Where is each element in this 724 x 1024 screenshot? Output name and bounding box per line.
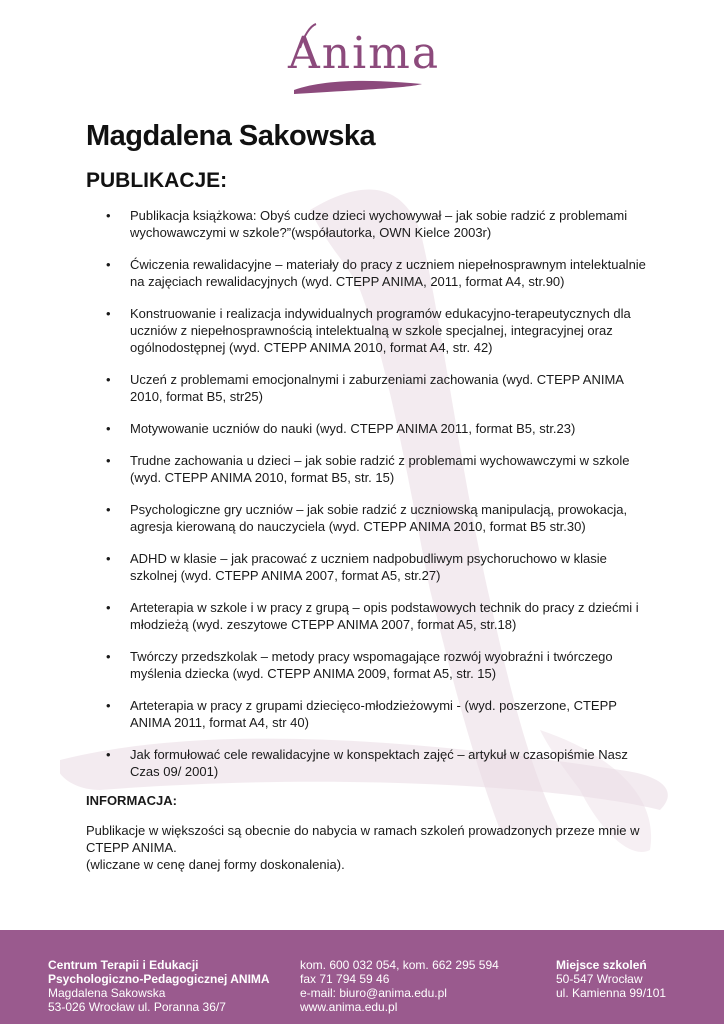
publication-text: Konstruowanie i realizacja indywidualnych programów edukacyjno-terapeutycznych dla uczniów z niepełnosprawnością intelektualną w szkole specjalnej, integracyjnej oraz ogólnodostępnej (wyd. CTEPP ANIMA 2010, format A4, str. 42) <box>130 306 631 355</box>
bullet-icon: • <box>106 257 111 272</box>
publication-item <box>86 599 646 633</box>
publication-item <box>86 305 646 356</box>
footer-email-link[interactable]: e-mail: biuro@anima.edu.pl <box>300 986 447 1000</box>
footer-training-street: ul. Kamienna 99/101 <box>556 986 667 1000</box>
info-text <box>86 822 646 873</box>
publication-item <box>86 697 646 731</box>
footer-org-name-2: Psychologiczno-Pedagogicznej ANIMA <box>48 972 270 986</box>
publication-item <box>86 648 646 682</box>
bullet-icon: • <box>106 747 111 762</box>
publication-item <box>86 420 646 437</box>
publication-text: Arteterapia w pracy z grupami dziecięco-młodzieżowymi - (wyd. poszerzone, CTEPP ANIMA 2011, format A4, str 40) <box>130 698 617 730</box>
publication-text: Uczeń z problemami emocjonalnymi i zaburzeniami zachowania (wyd. CTEPP ANIMA 2010, format B5, str25) <box>130 372 624 404</box>
bullet-icon: • <box>106 372 111 387</box>
bullet-icon: • <box>106 649 111 664</box>
publication-item <box>86 501 646 535</box>
bullet-icon: • <box>106 502 111 517</box>
publication-item <box>86 452 646 486</box>
section-title: PUBLIKACJE: <box>86 169 228 192</box>
footer-training-column <box>556 958 666 1000</box>
publication-item <box>86 746 646 780</box>
bullet-icon: • <box>106 208 111 223</box>
footer-fax: fax 71 794 59 46 <box>300 972 390 986</box>
publication-item <box>86 550 646 584</box>
publication-item <box>86 371 646 405</box>
publication-text: Arteterapia w szkole i w pracy z grupą – opis podstawowych technik do pracy z dziećmi i młodzieżą (wyd. zeszytowe CTEPP ANIMA 2007, format A5, str.18) <box>130 600 639 632</box>
publication-text: Trudne zachowania u dzieci – jak sobie radzić z problemami wychowawczymi w szkole (wyd. CTEPP ANIMA 2010, format B5, str. 15) <box>130 453 630 485</box>
logo-text: Anima <box>288 28 441 79</box>
author-name: Magdalena Sakowska <box>86 120 376 152</box>
publication-item <box>86 256 646 290</box>
bullet-icon: • <box>106 421 111 436</box>
publication-text: Motywowanie uczniów do nauki (wyd. CTEPP ANIMA 2011, format B5, str.23) <box>130 421 576 436</box>
info-line: Publikacje w większości są obecnie do nabycia w ramach szkoleń prowadzonych przeze mnie w CTEPP ANIMA. <box>86 823 640 855</box>
footer-address: 53-026 Wrocław ul. Poranna 36/7 <box>48 1000 226 1014</box>
publication-text: ADHD w klasie – jak pracować z uczniem nadpobudliwym psychoruchowo w klasie szkolnej (wyd. CTEPP ANIMA 2007, format A5, str.27) <box>130 551 607 583</box>
publication-text: Twórczy przedszkolak – metody pracy wspomagające rozwój wyobraźni i twórczego myślenia dziecka (wyd. CTEPP ANIMA 2009, format A5, str. 15) <box>130 649 613 681</box>
footer-address-column <box>48 958 270 1014</box>
footer <box>0 930 724 1024</box>
info-line: (wliczane w cenę danej formy doskonalenia). <box>86 857 345 872</box>
footer-website-link[interactable]: www.anima.edu.pl <box>300 1000 398 1014</box>
publication-text: Jak formułować cele rewalidacyjne w konspektach zajęć – artykuł w czasopiśmie Nasz Czas 09/ 2001) <box>130 747 628 779</box>
bullet-icon: • <box>106 306 111 321</box>
publication-text: Psychologiczne gry uczniów – jak sobie radzić z uczniowską manipulacją, prowokacja, agresja kierowaną do nauczyciela (wyd. CTEPP ANIMA 2010, format B5 str.30) <box>130 502 628 534</box>
publication-item <box>86 207 646 241</box>
footer-training-city: 50-547 Wrocław <box>556 972 643 986</box>
bullet-icon: • <box>106 698 111 713</box>
footer-contact-column <box>300 958 499 1014</box>
info-heading: INFORMACJA: <box>86 793 177 808</box>
footer-person: Magdalena Sakowska <box>48 986 166 1000</box>
anima-logo <box>288 18 441 102</box>
publication-text: Ćwiczenia rewalidacyjne – materiały do pracy z uczniem niepełnosprawnym intelektualnie na zajęciach rewalidacyjnych (wyd. CTEPP ANIMA, 2011, format A4, str.90) <box>130 257 646 289</box>
bullet-icon: • <box>106 551 111 566</box>
bullet-icon: • <box>106 600 111 615</box>
footer-phone: kom. 600 032 054, kom. 662 295 594 <box>300 958 499 972</box>
footer-training-heading: Miejsce szkoleń <box>556 958 647 972</box>
publications-list <box>86 207 646 780</box>
publication-text: Publikacja książkowa: Obyś cudze dzieci wychowywał – jak sobie radzić z problemami wychowawczymi w szkole?”(współautorka, OWN Kielce 2003r) <box>130 208 628 240</box>
document-body <box>86 120 646 873</box>
bullet-icon: • <box>106 453 111 468</box>
footer-org-name: Centrum Terapii i Edukacji <box>48 958 199 972</box>
